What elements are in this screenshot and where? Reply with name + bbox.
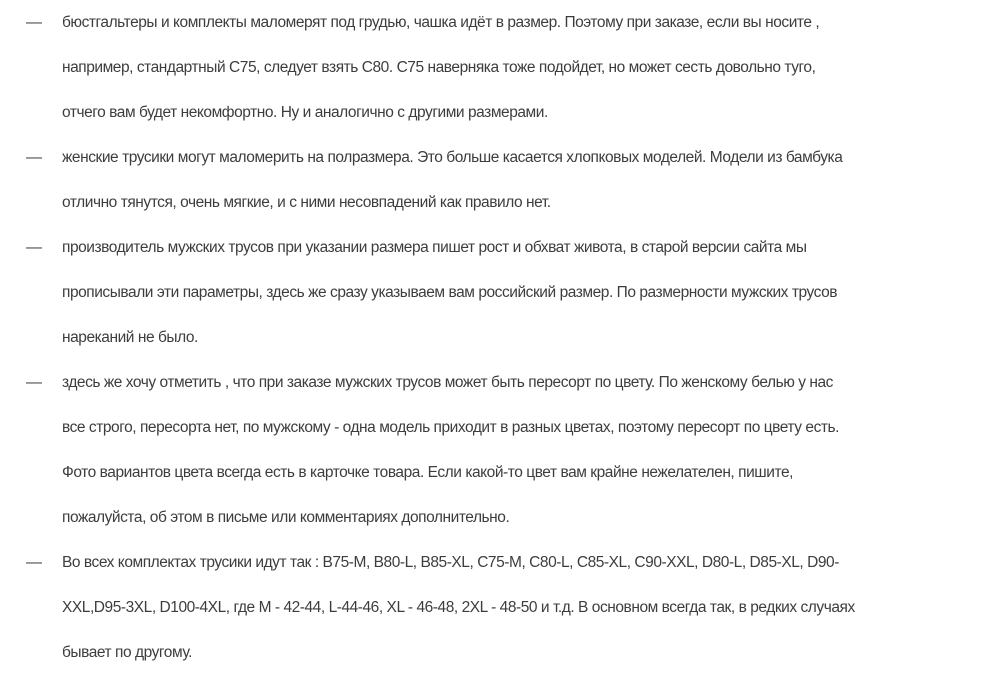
list-item-line: бывает по другому. bbox=[62, 644, 192, 661]
list-item-line: пожалуйста, об этом в письме или комментариях дополнительно. bbox=[62, 509, 510, 526]
list-item-line: например, стандартный С75, следует взять С80. С75 наверняка тоже подойдет, но может сесть довольно туго, bbox=[62, 59, 816, 76]
bullet-dash: — bbox=[26, 149, 42, 166]
list-item-line: нареканий не было. bbox=[62, 329, 198, 346]
bullet-dash: — bbox=[26, 239, 42, 256]
bullet-dash: — bbox=[26, 554, 42, 571]
bullet-dash: — bbox=[26, 14, 42, 31]
list-item-line: Во всех комплектах трусики идут так : В75-М, В80-L, В85-XL, С75-М, С80-L, С85-XL, С90-XXL, D80-L, D85-XL, D90- bbox=[62, 554, 839, 571]
list-item-line: Фото вариантов цвета всегда есть в карточке товара. Если какой-то цвет вам крайне нежелателен, пишите, bbox=[62, 464, 793, 481]
list-item-line: прописывали эти параметры, здесь же сразу указываем вам российский размер. По размерности мужских трусов bbox=[62, 284, 838, 301]
list-item-line: отчего вам будет некомфортно. Ну и аналогично с другими размерами. bbox=[62, 104, 548, 121]
bullet-dash: — bbox=[26, 374, 42, 391]
list-item-line: отлично тянутся, очень мягкие, и с ними несовпадений как правило нет. bbox=[62, 194, 551, 211]
list-item-line: все строго, пересорта нет, по мужскому - одна модель приходит в разных цветах, поэтому пересорт по цвету есть. bbox=[62, 419, 840, 436]
list-item-line: XXL,D95-3XL, D100-4XL, где М - 42-44, L-44-46, XL - 46-48, 2XL - 48-50 и т.д. В основном всегда так, в редких случаях bbox=[62, 599, 855, 616]
list-item-line: женские трусики могут маломерить на полразмера. Это больше касается хлопковых моделей. Модели из бамбука bbox=[62, 149, 843, 166]
list-item-line: здесь же хочу отметить , что при заказе мужских трусов может быть пересорт по цвету. По женскому белью у нас bbox=[62, 374, 833, 391]
list-item-line: бюстгальтеры и комплекты маломерят под грудью, чашка идёт в размер. Поэтому при заказе, если вы носите , bbox=[62, 14, 820, 31]
list-item-line: производитель мужских трусов при указании размера пишет рост и обхват живота, в старой версии сайта мы bbox=[62, 239, 807, 256]
